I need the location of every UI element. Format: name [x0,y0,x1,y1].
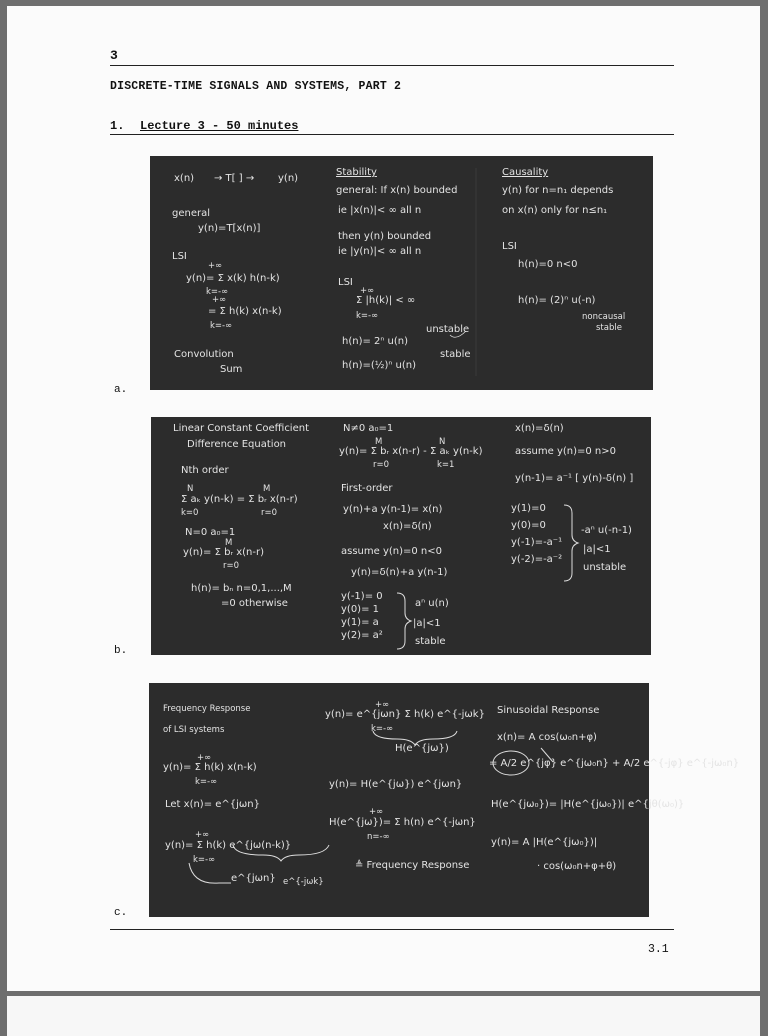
fig-c-text: y(n)= Σ h(k) e^{jω(n-k)} [165,840,292,851]
section-rule [110,134,674,135]
fig-a-text: LSI [338,277,353,288]
fig-b-text: y(-1)= 0 [341,591,383,602]
fig-c-text: k=-∞ [371,724,394,734]
fig-b-text: stable [415,636,446,647]
fig-a-text: Σ |h(k)| < ∞ [356,295,416,306]
footer-rule [110,929,674,930]
fig-a-text: h(n)= (2)ⁿ u(-n) [518,295,596,306]
chapter-number: 3 [110,48,118,63]
fig-a-text: general [172,208,211,219]
fig-b-text: y(n)= Σ bᵣ x(n-r) - Σ aₖ y(n-k) [339,446,483,457]
fig-b-text: Linear Constant Coefficient [173,423,310,434]
fig-a-text: Sum [220,364,243,375]
fig-b-text: assume y(n)=0 n<0 [341,546,443,557]
fig-b-text: M [225,538,233,548]
fig-a-text: stable [440,349,471,360]
section-title: Lecture 3 - 50 minutes [140,119,299,133]
fig-b-text: r=0 [223,561,240,571]
fig-a-text: +∞ [212,295,227,305]
fig-a-text: LSI [172,251,187,262]
fig-b-text: y(n)+a y(n-1)= x(n) [343,504,443,515]
fig-b-text: M [375,437,383,447]
fig-a-text: x(n) [174,173,195,184]
fig-b-text: y(n)= Σ bᵣ x(n-r) [183,547,265,558]
fig-c-text: x(n)= A cos(ω₀n+φ) [497,732,597,743]
fig-a-text: general: If x(n) bounded [336,185,458,196]
fig-b-text: y(1)=0 [511,503,546,514]
fig-b-text: y(1)= a [341,617,379,628]
fig-b-text: k=0 [181,508,199,518]
fig-b-text: unstable [583,562,627,573]
fig-a-text: k=-∞ [206,287,229,297]
fig-a-text: +∞ [360,286,375,296]
fig-c-text: = A/2 e^{jφ} e^{jω₀n} + A/2 e^{-jφ} e^{-jω₀n} [489,758,740,769]
fig-c-text: · cos(ω₀n+φ+θ) [537,861,617,872]
fig-c-text: H(e^{jω})= Σ h(n) e^{-jωn} [329,817,476,828]
fig-c-text: +∞ [369,807,384,817]
fig-c-text: of LSI systems [163,725,225,735]
fig-c-text: +∞ [197,753,212,763]
fig-a-text: unstable [426,324,470,335]
fig-c-text: y(n)= H(e^{jω}) e^{jωn} [329,779,463,790]
blackboard-photo-c [149,683,740,917]
fig-b-text: x(n)=δ(n) [383,521,432,532]
fig-b-text: aⁿ u(n) [415,598,449,609]
fig-c-text: Sinusoidal Response [497,705,600,716]
header-rule [110,65,674,66]
fig-a-text: h(n)=0 n<0 [518,259,578,270]
figure-label-b: b. [114,645,128,657]
fig-a-text: LSI [502,241,517,252]
fig-b-text: y(2)= a² [341,630,383,641]
fig-c-text: ≜ Frequency Response [355,860,470,871]
fig-a-text: y(n) for n=n₁ depends [502,185,614,196]
fig-a-text: h(n)=(½)ⁿ u(n) [342,360,416,371]
fig-b-text: y(0)=0 [511,520,546,531]
fig-a-text: Causality [502,167,549,178]
fig-c-text: +∞ [375,700,390,710]
fig-b-text: y(n-1)= a⁻¹ [ y(n)-δ(n) ] [515,473,634,484]
fig-b-text: N [439,437,446,447]
fig-a-text: y(n)=T[x(n)] [198,223,261,234]
section-number: 1. [110,119,125,133]
fig-b-text: r=0 [261,508,278,518]
fig-b-text: Σ aₖ y(n-k) = Σ bᵣ x(n-r) [181,494,298,505]
blackboard-photo-a [150,156,653,390]
section-heading [110,119,298,133]
figure-label-c: c. [114,907,128,919]
fig-b-text: -aⁿ u(-n-1) [581,525,632,536]
fig-b-text: |a|<1 [583,544,611,555]
fig-c-text: y(n)= A |H(e^{jω₀})| [491,837,598,848]
fig-b-text: N≠0 a₀=1 [343,423,394,434]
next-page-sheet [7,996,760,1036]
fig-b-text: M [263,484,271,494]
fig-a-text: k=-∞ [356,311,379,321]
fig-a-text: h(n)= 2ⁿ u(n) [342,336,409,347]
fig-a-text: noncausal [582,312,626,322]
fig-c-text: n=-∞ [367,832,390,842]
fig-b-text: y(-1)=-a⁻¹ [511,537,563,548]
fig-b-text: h(n)= bₙ n=0,1,...,M [191,583,292,594]
fig-a-text: ie |x(n)|< ∞ all n [338,205,422,216]
fig-c-text: H(e^{jω₀})= |H(e^{jω₀})| e^{jθ(ω₀)} [491,799,685,810]
fig-b-text: assume y(n)=0 n>0 [515,446,617,457]
fig-b-text: y(-2)=-a⁻² [511,554,563,565]
fig-b-text: y(0)= 1 [341,604,380,615]
fig-b-text: N [187,484,194,494]
fig-c-text: y(n)= e^{jωn} Σ h(k) e^{-jωk} [325,709,485,720]
chapter-title: DISCRETE-TIME SIGNALS AND SYSTEMS, PART 2 [110,80,402,93]
figure-label-a: a. [114,384,128,396]
fig-b-text: k=1 [437,460,455,470]
fig-c-text: y(n)= Σ h(k) x(n-k) [163,762,257,773]
fig-a-text: stable [596,323,622,333]
fig-c-text: k=-∞ [193,855,216,865]
fig-b-text: Nth order [181,465,229,476]
fig-c-text: e^{-jωk} [283,877,324,887]
fig-c-text: Frequency Response [163,704,251,714]
fig-a-text: → T[ ] → [214,173,255,184]
fig-c-text: Let x(n)= e^{jωn} [165,799,261,810]
fig-a-text: y(n) [278,173,299,184]
fig-a-text: k=-∞ [210,321,233,331]
fig-a-text: = Σ h(k) x(n-k) [208,306,282,317]
fig-b-text: N=0 a₀=1 [185,527,236,538]
fig-b-text: First-order [341,483,393,494]
fig-b-text: x(n)=δ(n) [515,423,564,434]
fig-c-text: +∞ [195,830,210,840]
fig-b-text: Difference Equation [187,439,287,450]
fig-a-text: Convolution [174,349,234,360]
fig-b-text: =0 otherwise [221,598,288,609]
fig-c-text: e^{jωn} [231,873,276,884]
fig-b-text: |a|<1 [413,618,441,629]
fig-a-text: +∞ [208,261,223,271]
page-number: 3.1 [648,943,669,956]
fig-c-text: H(e^{jω}) [395,743,449,754]
fig-a-text: on x(n) only for n≤n₁ [502,205,608,216]
fig-a-text: y(n)= Σ x(k) h(n-k) [186,273,280,284]
fig-c-text: k=-∞ [195,777,218,787]
fig-a-text: Stability [336,167,377,178]
fig-a-text: then y(n) bounded [338,231,432,242]
blackboard-photo-b [151,417,651,655]
fig-b-text: y(n)=δ(n)+a y(n-1) [351,567,448,578]
fig-b-text: r=0 [373,460,390,470]
fig-a-text: ie |y(n)|< ∞ all n [338,246,422,257]
